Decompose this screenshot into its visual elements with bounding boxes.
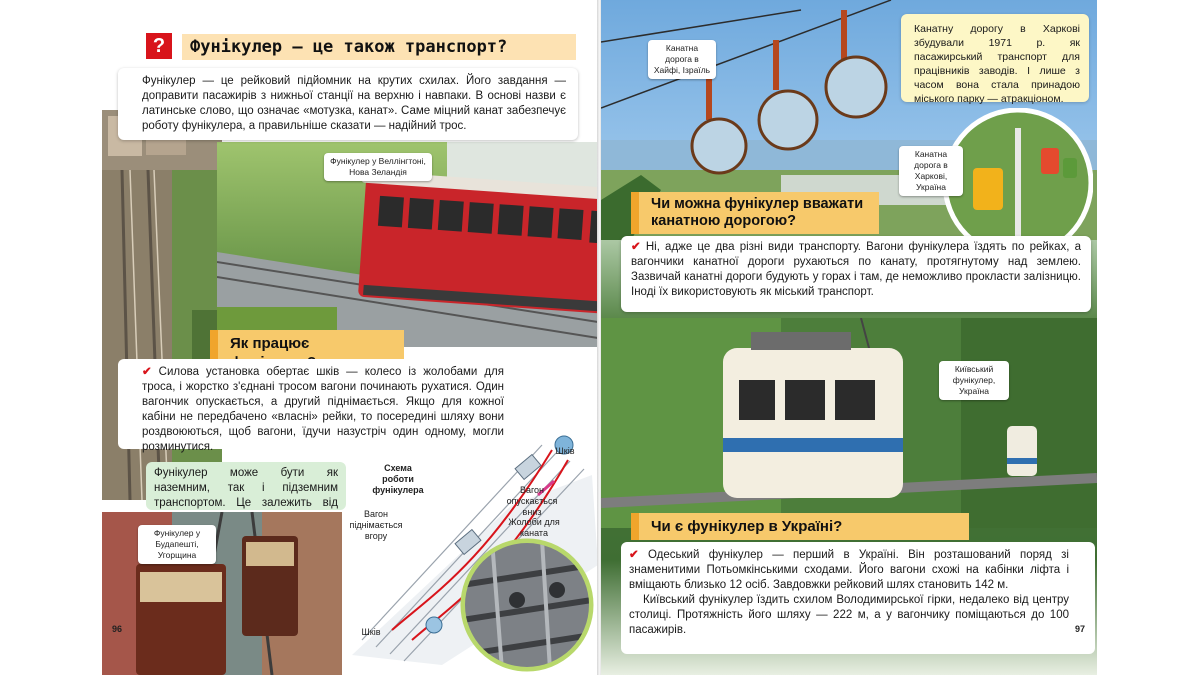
ukraine-text-1: Одеський фунікулер — перший в Україні. Він розташований поряд зі знаменитими Потьомкінськими сходами. Його вагони схожі на кабінки ліфта і вміщають близько 12 осіб. Завдовжки рейковий шлях становить 142 м. (629, 549, 1069, 591)
wellington-caption: Фунікулер у Веллінгтоні, Нова Зеландія (324, 153, 432, 181)
heading-ropeway-line2: канатною дорогою? (651, 213, 796, 229)
budapest-caption: Фунікулер у Будапешті, Угорщина (138, 525, 216, 564)
check-mark-icon: ✔ (142, 366, 152, 378)
intro-text: Фунікулер — це рейковий підйомник на крутих схилах. Його завдання — доправити пасажирів з нижньої станції на верхню і навпаки. В основі назви є латинське слово, що означає «мотузка, канат». Саме міцний канат забезпечує роботу фунікулера, а правильніше сказати — надійний трос. (142, 75, 566, 132)
page-title: Фунікулер — це також транспорт? (182, 34, 576, 60)
label-pulley-top: Шків (555, 446, 575, 456)
how-text-body: Силова установка обертає шків — колесо із жолобами для троса, і жорстко з'єднані тросом вагони починають рухатися. Один вагончик опускається, а другий піднімається. Якщо для кожної кабіни не передбачено «власні» рейки, то посередині шляху вони роздвоюються, щоб вагони, їдучи назустріч один одному, могли розминутися. (142, 366, 504, 453)
check-mark-icon: ✔ (629, 549, 639, 561)
scheme-title: Схема роботи фунікулера (372, 463, 424, 495)
note-text: Фунікулер може бути як наземним, так і підземним транспортом. Це залежить від (154, 467, 338, 509)
kharkiv-note-text: Канатну дорогу в Харкові збудували 1971 р. як пасажирський транспорт для працівників заводів. І лише з часом вона стала принадою міського парку — атракціоном. (914, 23, 1080, 105)
heading-ropeway-line1: Чи можна фунікулер вважати (651, 196, 864, 212)
haifa-caption: Канатна дорога в Хайфі, Ізраїль (648, 40, 716, 79)
kyiv-funicular-photo (601, 318, 1097, 528)
ropeway-answer (631, 240, 1081, 300)
heading-ukraine: Чи є фунікулер в Україні? (631, 513, 969, 540)
label-pulley-bottom: Шків (361, 627, 381, 637)
check-mark-icon: ✔ (631, 241, 641, 253)
ropeway-answer-text: Ні, адже це два різні види транспорту. Вагони фунікулера їздять по рейках, а вагончики канатної дороги рухаються по канату, протягнутому над землею. Зазвичай канатні дороги будують у горах і там, де неможливо прокласти залізницю. Іноді їх використовують як міський транспорт. (631, 241, 1082, 298)
left-page (102, 0, 598, 675)
question-mark-icon: ? (146, 33, 172, 59)
kyiv-caption: Київський фунікулер, Україна (939, 361, 1009, 400)
note-underground (146, 462, 346, 510)
right-page (601, 0, 1097, 675)
heading-how-it-works: Як працює (210, 330, 404, 376)
ukraine-text-2: Київський фунікулер їздить схилом Володимирської гірки, недалеко від центру столиці. Протяжність його шляху — 222 м, а у вагончику поміщаються до 100 пасажирів. (629, 594, 1069, 636)
page-number-left: 96 (112, 624, 123, 634)
heading-ropeway (631, 192, 879, 234)
page-number-right: 97 (1075, 624, 1086, 634)
label-car-down: Вагон опускається вниз (506, 485, 558, 517)
label-car-up: Вагон піднімається вгору (349, 509, 403, 541)
kharkiv-caption: Канатна дорога в Харкові, Україна (899, 146, 963, 196)
ukraine-answer (629, 548, 1069, 638)
label-grooves: Жолоби для каната (508, 517, 560, 538)
